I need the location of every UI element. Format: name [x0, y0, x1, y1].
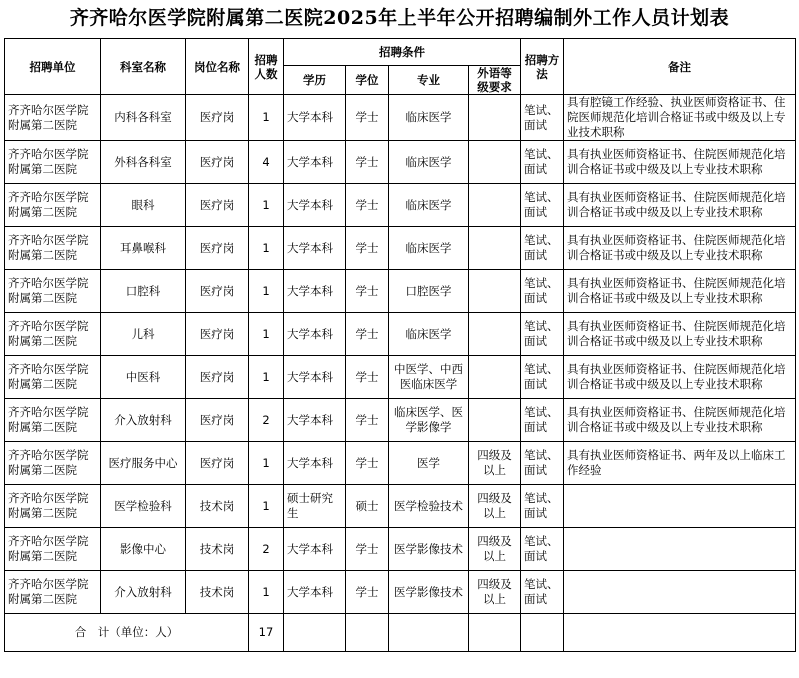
cell-position: 技术岗: [186, 485, 249, 528]
total-count: 17: [249, 614, 284, 652]
cell-notes: 具有执业医师资格证书、住院医师规范化培训合格证书或中级及以上专业技术职称: [564, 399, 796, 442]
table-row: [5, 184, 796, 227]
total-empty-cell: [389, 614, 469, 652]
cell-notes: [564, 485, 796, 528]
cell-unit: 齐齐哈尔医学院附属第二医院: [5, 442, 101, 485]
cell-count: 1: [249, 356, 284, 399]
table-body: [5, 95, 796, 614]
cell-department: 儿科: [101, 313, 186, 356]
total-empty-cell: [284, 614, 346, 652]
cell-unit: 齐齐哈尔医学院附属第二医院: [5, 227, 101, 270]
cell-unit: 齐齐哈尔医学院附属第二医院: [5, 356, 101, 399]
header-department: 科室名称: [101, 39, 186, 95]
cell-degree: 学士: [346, 442, 389, 485]
table-row: [5, 227, 796, 270]
cell-unit: 齐齐哈尔医学院附属第二医院: [5, 313, 101, 356]
header-unit: 招聘单位: [5, 39, 101, 95]
cell-count: 4: [249, 141, 284, 184]
table-row: [5, 356, 796, 399]
cell-count: 2: [249, 528, 284, 571]
cell-department: 耳鼻喉科: [101, 227, 186, 270]
cell-education: 大学本科: [284, 184, 346, 227]
table-row: [5, 95, 796, 141]
cell-position: 医疗岗: [186, 95, 249, 141]
cell-count: 1: [249, 313, 284, 356]
total-row: [5, 614, 796, 652]
cell-education: 大学本科: [284, 270, 346, 313]
cell-unit: 齐齐哈尔医学院附属第二医院: [5, 95, 101, 141]
cell-method: 笔试、面试: [521, 485, 564, 528]
cell-major: 医学检验技术: [389, 485, 469, 528]
cell-department: 医疗服务中心: [101, 442, 186, 485]
cell-notes: 具有执业医师资格证书、住院医师规范化培训合格证书或中级及以上专业技术职称: [564, 270, 796, 313]
cell-notes: 具有执业医师资格证书、住院医师规范化培训合格证书或中级及以上专业技术职称: [564, 356, 796, 399]
cell-major: 医学影像技术: [389, 571, 469, 614]
cell-language: [469, 184, 521, 227]
cell-major: 医学: [389, 442, 469, 485]
cell-unit: 齐齐哈尔医学院附属第二医院: [5, 184, 101, 227]
cell-count: 1: [249, 184, 284, 227]
cell-language: [469, 227, 521, 270]
cell-position: 医疗岗: [186, 399, 249, 442]
cell-count: 1: [249, 227, 284, 270]
cell-degree: 学士: [346, 227, 389, 270]
cell-unit: 齐齐哈尔医学院附属第二医院: [5, 571, 101, 614]
cell-count: 2: [249, 399, 284, 442]
total-label: 合 计（单位：人）: [5, 614, 249, 652]
cell-major: 临床医学: [389, 313, 469, 356]
cell-major: 临床医学: [389, 184, 469, 227]
cell-department: 医学检验科: [101, 485, 186, 528]
cell-department: 眼科: [101, 184, 186, 227]
cell-major: 医学影像技术: [389, 528, 469, 571]
header-method: 招聘方法: [521, 39, 564, 95]
cell-position: 技术岗: [186, 571, 249, 614]
cell-position: 医疗岗: [186, 356, 249, 399]
header-degree: 学位: [346, 66, 389, 95]
cell-method: 笔试、面试: [521, 141, 564, 184]
cell-education: 大学本科: [284, 528, 346, 571]
cell-education: 大学本科: [284, 571, 346, 614]
cell-notes: 具有执业医师资格证书、两年及以上临床工作经验: [564, 442, 796, 485]
header-row-top: [5, 39, 796, 66]
cell-education: 大学本科: [284, 227, 346, 270]
cell-unit: 齐齐哈尔医学院附属第二医院: [5, 141, 101, 184]
cell-position: 医疗岗: [186, 442, 249, 485]
cell-department: 介入放射科: [101, 399, 186, 442]
table-row: [5, 270, 796, 313]
header-language: 外语等级要求: [469, 66, 521, 95]
cell-language: [469, 270, 521, 313]
cell-count: 1: [249, 95, 284, 141]
cell-education: 大学本科: [284, 313, 346, 356]
table-row: [5, 571, 796, 614]
cell-count: 1: [249, 270, 284, 313]
cell-unit: 齐齐哈尔医学院附属第二医院: [5, 270, 101, 313]
cell-notes: 具有执业医师资格证书、住院医师规范化培训合格证书或中级及以上专业技术职称: [564, 184, 796, 227]
cell-degree: 学士: [346, 313, 389, 356]
cell-language: 四级及以上: [469, 571, 521, 614]
cell-degree: 硕士: [346, 485, 389, 528]
page-title: 齐齐哈尔医学院附属第二医院2025年上半年公开招聘编制外工作人员计划表: [69, 7, 730, 29]
cell-department: 内科各科室: [101, 95, 186, 141]
cell-major: 中医学、中西医临床医学: [389, 356, 469, 399]
cell-education: 大学本科: [284, 95, 346, 141]
cell-notes: 具有腔镜工作经验、执业医师资格证书、住院医师规范化培训合格证书或中级及以上专业技术职称: [564, 95, 796, 141]
cell-notes: 具有执业医师资格证书、住院医师规范化培训合格证书或中级及以上专业技术职称: [564, 227, 796, 270]
table-row: [5, 528, 796, 571]
cell-degree: 学士: [346, 399, 389, 442]
cell-notes: [564, 571, 796, 614]
cell-position: 技术岗: [186, 528, 249, 571]
cell-department: 影像中心: [101, 528, 186, 571]
cell-language: [469, 399, 521, 442]
table-row: [5, 485, 796, 528]
cell-method: 笔试、面试: [521, 313, 564, 356]
cell-language: 四级及以上: [469, 528, 521, 571]
cell-method: 笔试、面试: [521, 227, 564, 270]
table-row: [5, 313, 796, 356]
cell-unit: 齐齐哈尔医学院附属第二医院: [5, 399, 101, 442]
cell-degree: 学士: [346, 528, 389, 571]
cell-unit: 齐齐哈尔医学院附属第二医院: [5, 485, 101, 528]
cell-method: 笔试、面试: [521, 399, 564, 442]
cell-department: 口腔科: [101, 270, 186, 313]
cell-department: 介入放射科: [101, 571, 186, 614]
total-empty-cell: [564, 614, 796, 652]
cell-position: 医疗岗: [186, 313, 249, 356]
cell-education: 大学本科: [284, 399, 346, 442]
cell-major: 口腔医学: [389, 270, 469, 313]
cell-language: [469, 313, 521, 356]
cell-education: 大学本科: [284, 141, 346, 184]
header-position: 岗位名称: [186, 39, 249, 95]
cell-method: 笔试、面试: [521, 270, 564, 313]
cell-major: 临床医学: [389, 141, 469, 184]
header-major: 专业: [389, 66, 469, 95]
cell-position: 医疗岗: [186, 227, 249, 270]
cell-notes: 具有执业医师资格证书、住院医师规范化培训合格证书或中级及以上专业技术职称: [564, 141, 796, 184]
header-notes: 备注: [564, 39, 796, 95]
cell-major: 临床医学: [389, 227, 469, 270]
cell-method: 笔试、面试: [521, 442, 564, 485]
cell-notes: 具有执业医师资格证书、住院医师规范化培训合格证书或中级及以上专业技术职称: [564, 313, 796, 356]
header-conditions: 招聘条件: [284, 39, 521, 66]
table-row: [5, 442, 796, 485]
total-empty-cell: [346, 614, 389, 652]
cell-language: 四级及以上: [469, 442, 521, 485]
table-row: [5, 141, 796, 184]
cell-degree: 学士: [346, 270, 389, 313]
total-empty-cell: [521, 614, 564, 652]
cell-language: [469, 356, 521, 399]
cell-degree: 学士: [346, 141, 389, 184]
cell-major: 临床医学、医学影像学: [389, 399, 469, 442]
total-empty-cell: [469, 614, 521, 652]
cell-position: 医疗岗: [186, 270, 249, 313]
cell-notes: [564, 528, 796, 571]
cell-major: 临床医学: [389, 95, 469, 141]
cell-degree: 学士: [346, 356, 389, 399]
cell-count: 1: [249, 485, 284, 528]
cell-position: 医疗岗: [186, 141, 249, 184]
cell-position: 医疗岗: [186, 184, 249, 227]
cell-method: 笔试、面试: [521, 184, 564, 227]
cell-education: 大学本科: [284, 442, 346, 485]
recruitment-plan-table: [4, 38, 796, 652]
header-count: 招聘人数: [249, 39, 284, 95]
cell-education: 硕士研究生: [284, 485, 346, 528]
cell-unit: 齐齐哈尔医学院附属第二医院: [5, 528, 101, 571]
cell-count: 1: [249, 571, 284, 614]
cell-degree: 学士: [346, 571, 389, 614]
table-row: [5, 399, 796, 442]
cell-department: 中医科: [101, 356, 186, 399]
cell-method: 笔试、面试: [521, 571, 564, 614]
cell-count: 1: [249, 442, 284, 485]
cell-method: 笔试、面试: [521, 528, 564, 571]
cell-degree: 学士: [346, 95, 389, 141]
cell-degree: 学士: [346, 184, 389, 227]
cell-method: 笔试、面试: [521, 356, 564, 399]
header-education: 学历: [284, 66, 346, 95]
cell-language: 四级及以上: [469, 485, 521, 528]
cell-education: 大学本科: [284, 356, 346, 399]
cell-method: 笔试、面试: [521, 95, 564, 141]
cell-language: [469, 141, 521, 184]
cell-language: [469, 95, 521, 141]
cell-department: 外科各科室: [101, 141, 186, 184]
